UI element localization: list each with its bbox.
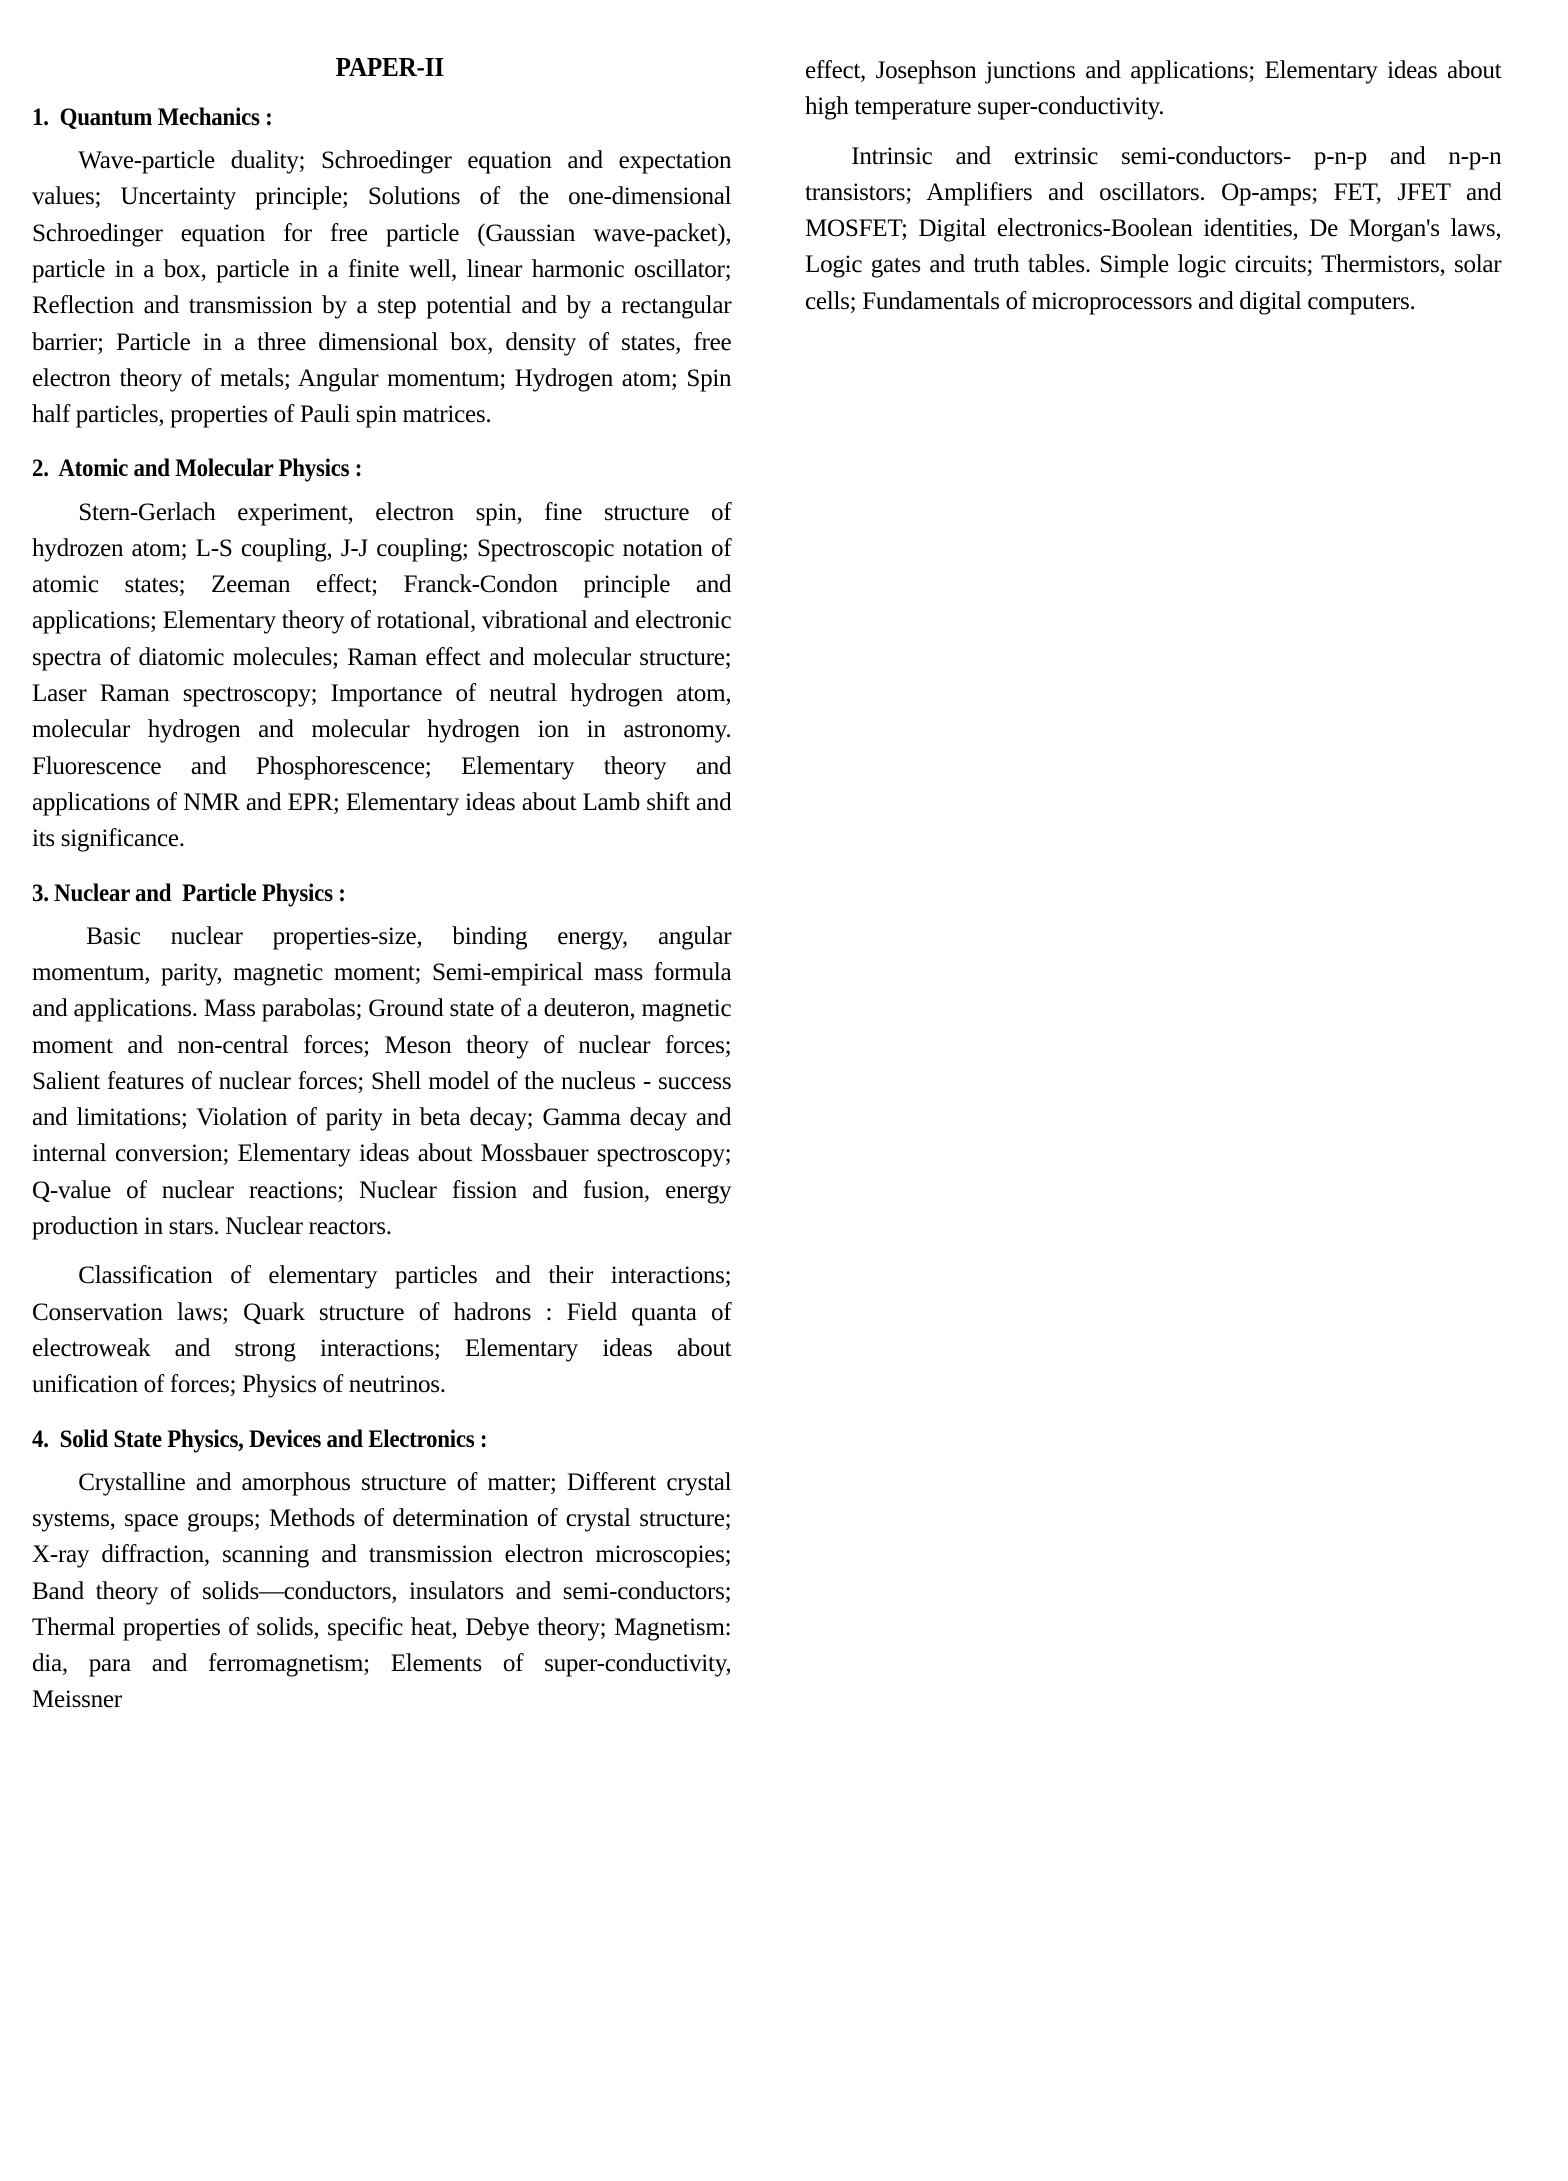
section-paragraph: Intrinsic and extrinsic semi-conductors- p-n-p and n-p-n transistors; Amplifiers and oscillators. Op-amps; FET, JFET and MOSFET; Digital electronics-Boolean identities, De Morgan's laws, Logic gates and truth tables. Simple logic circuits; Thermistors, solar cells; Fundamentals of microprocessors and digital computers. — [805, 140, 1502, 315]
section-paragraph: Basic nuclear properties-size, binding energy, angular momentum, parity, magnetic moment; Semi-empirical mass formula and applications. Mass parabolas; Ground state of a deuteron, magnetic moment and non-central forces; Meson theory of nuclear forces; Salient features of nuclear forces; Shell model of the nucleus - success and limitations; Violation of parity in beta decay; Gamma decay and internal conversion; Elementary ideas about Mossbauer spectroscopy; Q-value of nuclear reactions; Nuclear fission and fusion, energy production in stars. Nuclear reactors. — [32, 920, 732, 1241]
section-heading-solid-state-physics: 4. Solid State Physics, Devices and Electronics : — [32, 1423, 488, 1453]
column-right — [805, 52, 1512, 319]
section-heading-quantum-mechanics: 1. Quantum Mechanics : — [32, 102, 273, 131]
section-heading-nuclear-particle-physics: 3. Nuclear and Particle Physics : — [32, 877, 346, 907]
section-paragraph: Stern-Gerlach experiment, electron spin, fine structure of hydrozen atom; L-S coupling, J-J coupling; Spectroscopic notation of atomic states; Zeeman effect; Franck-Condon principle and applications; Elementary theory of rotational, vibrational and electronic spectra of diatomic molecules; Raman effect and molecular structure; Laser Raman spectroscopy; Importance of neutral hydrogen atom, molecular hydrogen and molecular hydrogen ion in astronomy. Fluorescence and Phosphorescence; Elementary theory and applications of NMR and EPR; Elementary ideas about Lamb shift and its significance. — [32, 496, 732, 853]
section-paragraph: Classification of elementary particles and their interactions; Conservation laws; Quark structure of hadrons : Field quanta of electroweak and strong interactions; Elementary ideas about unification of forces; Physics of neutrinos. — [32, 1260, 732, 1399]
page-title: PAPER-II — [335, 52, 444, 82]
section-paragraph: Crystalline and amorphous structure of matter; Different crystal systems, space groups; Methods of determination of crystal structure; X-ray diffraction, scanning and transmission electron microscopies; Band theory of solids—conductors, insulators and semi-conductors; Thermal properties of solids, specific heat, Debye theory; Magnetism: dia, para and ferromagnetism; Elements of super-conductivity, Meissner — [32, 1466, 732, 1714]
section-paragraph: Wave-particle duality; Schroedinger equation and expectation values; Uncertainty principle; Solutions of the one-dimensional Schroedinger equation for free particle (Gaussian wave-packet), particle in a box, particle in a finite well, linear harmonic oscillator; Reflection and transmission by a step potential and by a rectangular barrier; Particle in a three dimensional box, density of states, free electron theory of metals; Angular momentum; Hydrogen atom; Spin half particles, properties of Pauli spin matrices. — [32, 145, 732, 429]
section-heading-atomic-molecular-physics: 2. Atomic and Molecular Physics : — [32, 453, 363, 483]
section-paragraph-continued: effect, Josephson junctions and applications; Elementary ideas about high temperature super-conductivity. — [805, 55, 1502, 121]
column-left — [32, 52, 742, 1718]
